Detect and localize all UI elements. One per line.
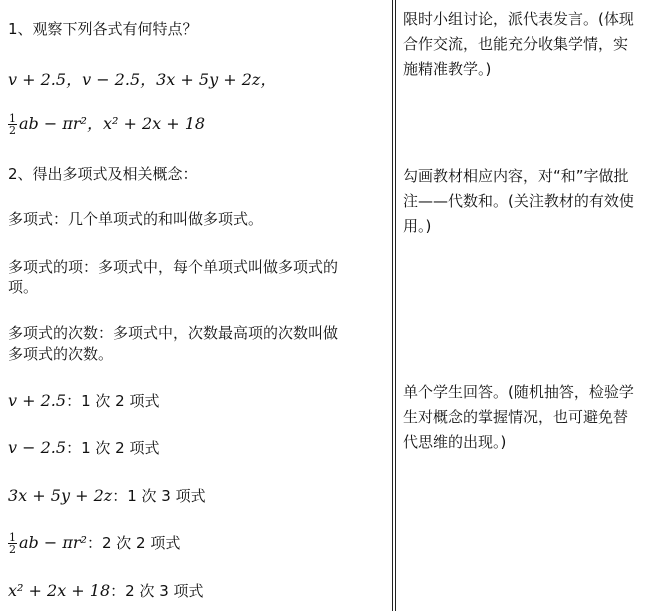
column-divider — [392, 0, 393, 611]
teaching-note-2: 勾画教材相应内容，对“和”字做批注——代数和。(关注教材的有效使用。) — [403, 167, 634, 235]
answer-5: x² + 2x + 18：2 次 3 项式 — [8, 581, 204, 600]
fraction: $\frac{1}{2}$ — [9, 112, 16, 137]
teaching-note-3: 单个学生回答。(随机抽答，检验学生对概念的掌握情况，也可避免替代思维的出现。) — [403, 383, 634, 451]
expressions-line-1: v + 2.5，v − 2.5，3x + 5y + 2z， — [8, 70, 277, 89]
answer-3: 3x + 5y + 2z：1 次 3 项式 — [8, 486, 206, 505]
definition-term-line-1: 多项式的项：多项式中，每个单项式叫做多项式的 — [8, 258, 339, 276]
teaching-note-1: 限时小组讨论，派代表发言。(体现合作交流，也能充分收集学情，实施精准教学。) — [403, 10, 634, 78]
answer-1: v + 2.5：1 次 2 项式 — [8, 391, 160, 410]
question-1: 1、观察下列各式有何特点？ — [8, 20, 198, 38]
expressions-line-2: $\frac{1}{2}$ ab − πr²，x² + 2x + 18 — [9, 112, 206, 137]
definition-polynomial: 多项式：几个单项式的和叫做多项式。 — [8, 210, 264, 228]
answer-2: v − 2.5：1 次 2 项式 — [8, 438, 160, 457]
column-divider-inner — [395, 0, 396, 611]
definition-term-line-2: 项。 — [8, 278, 39, 296]
definition-degree-line-2: 多项式的次数。 — [8, 345, 114, 363]
answer-4: $\frac{1}{2}$ ab − πr²：2 次 2 项式 — [9, 531, 181, 556]
fraction: $\frac{1}{2}$ — [9, 531, 16, 556]
definition-degree-line-1: 多项式的次数：多项式中，次数最高项的次数叫做 — [8, 324, 339, 342]
question-2: 2、得出多项式及相关概念： — [8, 165, 198, 183]
